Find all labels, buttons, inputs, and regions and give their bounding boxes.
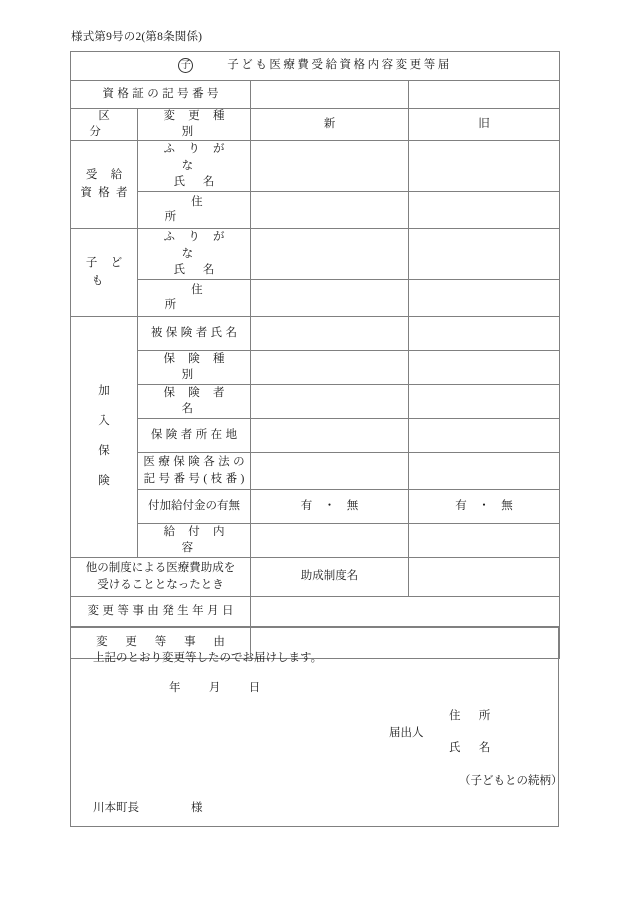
circled-child-mark: 子 — [178, 58, 193, 73]
insurance-type-label: 保険種別 — [138, 351, 251, 385]
insurance-symbol-number-row — [71, 453, 560, 490]
child-name-new-field[interactable] — [251, 229, 409, 280]
insurer-name-new-field[interactable] — [251, 385, 409, 419]
recipient-address-new-field[interactable] — [251, 192, 409, 229]
submitter-name-label: 氏 名 — [449, 742, 494, 754]
subsidy-system-name-label: 助成制度名 — [251, 558, 409, 597]
recipient-furigana-name-label: ふりがな 氏名 — [138, 141, 251, 192]
insurance-symbol-number-new-field[interactable] — [251, 453, 409, 490]
date-year-label: 年 — [169, 682, 183, 694]
declaration-statement: 上記のとおり変更等したのでお届けします。 — [93, 652, 323, 664]
insurer-address-old-field[interactable] — [409, 419, 560, 453]
recipient-group-label: 受給 資格者 — [71, 141, 138, 229]
extra-benefit-new-choice[interactable]: 有 ・ 無 — [251, 490, 409, 524]
insurance-type-row — [71, 351, 560, 385]
insurance-insured-name-label: 被保険者氏名 — [138, 317, 251, 351]
change-date-field[interactable] — [251, 597, 560, 628]
date-month-label: 月 — [208, 682, 223, 694]
extra-benefit-old-choice[interactable]: 有 ・ 無 — [409, 490, 560, 524]
insurer-address-label: 保険者所在地 — [138, 419, 251, 453]
insurer-name-row — [71, 385, 560, 419]
insurance-type-old-field[interactable] — [409, 351, 560, 385]
extra-benefit-row — [71, 490, 560, 524]
addressee-office: 川本町長 — [93, 802, 139, 814]
benefit-content-label: 給付内容 — [138, 524, 251, 558]
declaration-box — [70, 626, 563, 827]
subsidy-system-name-field[interactable] — [409, 558, 560, 597]
child-name-row — [71, 229, 560, 280]
insurer-name-old-field[interactable] — [409, 385, 560, 419]
other-subsidy-label: 他の制度による医療費助成を 受けることとなったとき — [71, 558, 251, 597]
addressee-line — [93, 799, 203, 815]
insurer-name-label: 保険者名 — [138, 385, 251, 419]
child-address-new-field[interactable] — [251, 280, 409, 317]
qualification-number-new-field[interactable] — [251, 81, 409, 109]
insurer-address-new-field[interactable] — [251, 419, 409, 453]
main-form-table — [70, 51, 560, 659]
submitter-address-label: 住 所 — [449, 710, 494, 722]
insurer-address-row — [71, 419, 560, 453]
column-header-row — [71, 109, 560, 141]
submitter-label: 届出人 — [389, 727, 424, 739]
change-date-row — [71, 597, 560, 628]
header-change-type: 変更種別 — [138, 109, 251, 141]
benefit-content-old-field[interactable] — [409, 524, 560, 558]
declaration-date-line — [169, 679, 284, 695]
recipient-address-label: 住所 — [138, 192, 251, 229]
change-reason-label: 変更等事由 — [71, 628, 251, 659]
header-old-column: 旧 — [409, 109, 560, 141]
header-category: 区分 — [71, 109, 138, 141]
child-furigana-name-label: ふりがな 氏名 — [138, 229, 251, 280]
title-row — [71, 52, 560, 81]
recipient-address-old-field[interactable] — [409, 192, 560, 229]
relation-to-child-label: （子どもとの続柄） — [459, 775, 563, 787]
child-address-old-field[interactable] — [409, 280, 560, 317]
child-address-row — [71, 280, 560, 317]
extra-benefit-label: 付加給付金の有無 — [138, 490, 251, 524]
qualification-number-label: 資格証の記号番号 — [71, 81, 251, 109]
insurance-group-label: 加 入 保 険 — [71, 317, 138, 558]
change-date-label: 変更等事由発生年月日 — [71, 597, 251, 628]
insurance-symbol-number-label: 医療保険各法の 記号番号(枝番) — [138, 453, 251, 490]
recipient-name-old-field[interactable] — [409, 141, 560, 192]
benefit-content-row — [71, 524, 560, 558]
insurance-insured-name-new-field[interactable] — [251, 317, 409, 351]
child-group-label: 子ども — [71, 229, 138, 317]
form-title-cell — [71, 52, 560, 81]
form-title-text: 子ども医療費受給資格内容変更等届 — [227, 59, 452, 72]
insurance-symbol-number-old-field[interactable] — [409, 453, 560, 490]
qualification-number-old-field[interactable] — [409, 81, 560, 109]
child-name-old-field[interactable] — [409, 229, 560, 280]
recipient-name-row — [71, 141, 560, 192]
recipient-name-new-field[interactable] — [251, 141, 409, 192]
form-number-label: 様式第9号の2(第8条関係) — [71, 31, 203, 43]
header-new-column: 新 — [251, 109, 409, 141]
qualification-number-row — [71, 81, 560, 109]
insurance-insured-name-row — [71, 317, 560, 351]
other-subsidy-row — [71, 558, 560, 597]
benefit-content-new-field[interactable] — [251, 524, 409, 558]
date-day-label: 日 — [248, 682, 262, 694]
child-address-label: 住所 — [138, 280, 251, 317]
addressee-honorific: 様 — [191, 802, 203, 814]
insurance-type-new-field[interactable] — [251, 351, 409, 385]
insurance-insured-name-old-field[interactable] — [409, 317, 560, 351]
recipient-address-row — [71, 192, 560, 229]
